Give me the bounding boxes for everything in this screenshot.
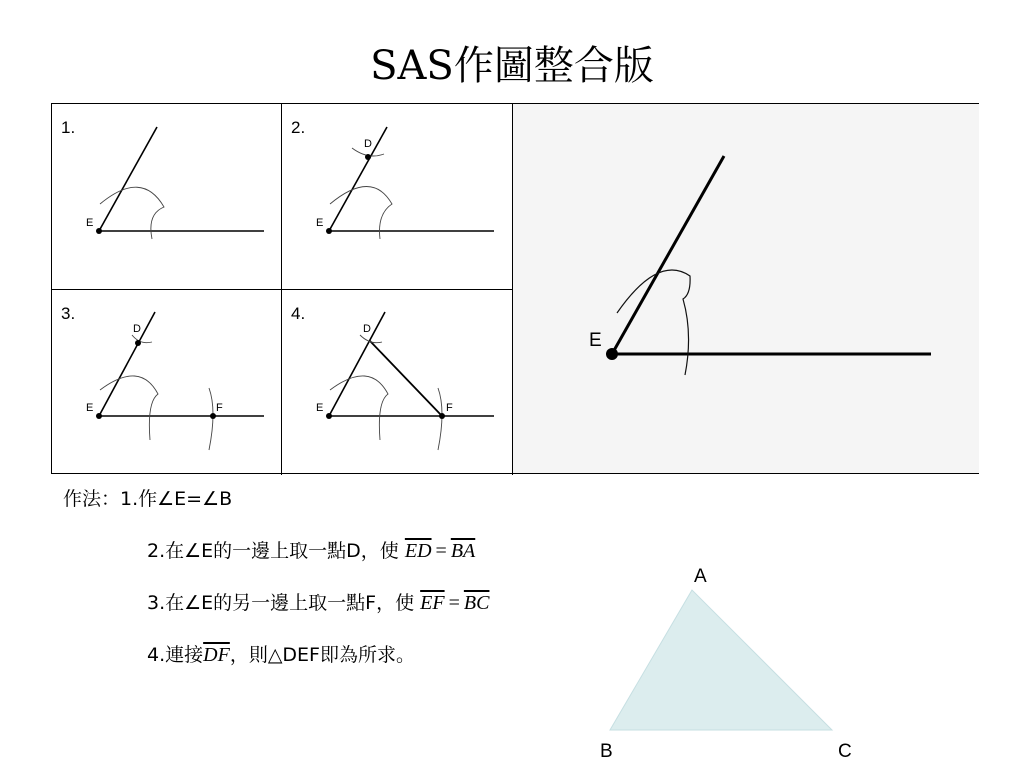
construction-grid — [51, 103, 979, 474]
step-1-text: 1.作∠E=∠B — [120, 488, 233, 510]
panel-3-label-e: E — [86, 402, 94, 414]
step-2 — [147, 538, 475, 564]
panel-2-number: 2. — [291, 118, 306, 137]
panel-3-number: 3. — [61, 304, 76, 323]
step-4-segment: $\overline{DF}$ — [203, 644, 230, 666]
step-3-eq: = — [448, 592, 460, 614]
triangle-label-b: B — [600, 741, 613, 762]
step-3-lhs: $\overline{EF}$ — [420, 592, 445, 614]
panel-1-label-e: E — [86, 217, 94, 229]
panel-1-number: 1. — [61, 118, 76, 137]
panel-3-label-f: F — [216, 402, 223, 414]
panel-4-number: 4. — [291, 304, 306, 323]
reference-triangle — [590, 560, 880, 765]
panel-2-label-e: E — [316, 217, 324, 229]
panel-3 — [52, 290, 282, 475]
page-title: SAS作圖整合版 — [370, 43, 654, 89]
step-3 — [147, 590, 489, 616]
step-2-lhs: $\overline{ED}$ — [404, 540, 432, 562]
step-4-post: ，則△DEF即為所求。 — [229, 644, 415, 666]
steps-prefix: 作法： — [63, 488, 121, 510]
large-panel-label-e: E — [589, 330, 602, 351]
panel-2 — [282, 104, 513, 290]
panel-4-label-e: E — [316, 402, 324, 414]
triangle-abc — [610, 590, 832, 730]
panel-3-label-d: D — [133, 323, 141, 335]
step-2-text: 2.在∠E的一邊上取一點D，使 — [147, 540, 399, 562]
triangle-label-c: C — [838, 741, 852, 762]
panel-4 — [282, 290, 513, 475]
large-panel-drawing — [513, 104, 979, 473]
step-2-eq: = — [435, 540, 447, 562]
step-1 — [63, 486, 232, 512]
panel-1 — [52, 104, 282, 290]
panel-1-drawing — [52, 104, 282, 290]
panel-2-drawing — [282, 104, 513, 290]
panel-3-drawing — [52, 290, 282, 475]
panel-2-label-d: D — [364, 138, 372, 150]
step-2-rhs: $\overline{BA}$ — [450, 540, 476, 562]
triangle-label-a: A — [694, 566, 707, 587]
panel-4-drawing — [282, 290, 513, 475]
panel-4-label-d: D — [363, 323, 371, 335]
step-4 — [147, 642, 415, 668]
step-4-pre: 4.連接 — [147, 644, 204, 666]
panel-4-label-f: F — [446, 402, 453, 414]
step-3-text: 3.在∠E的另一邊上取一點F，使 — [147, 592, 415, 614]
large-panel — [513, 104, 979, 473]
step-3-rhs: $\overline{BC}$ — [463, 592, 490, 614]
